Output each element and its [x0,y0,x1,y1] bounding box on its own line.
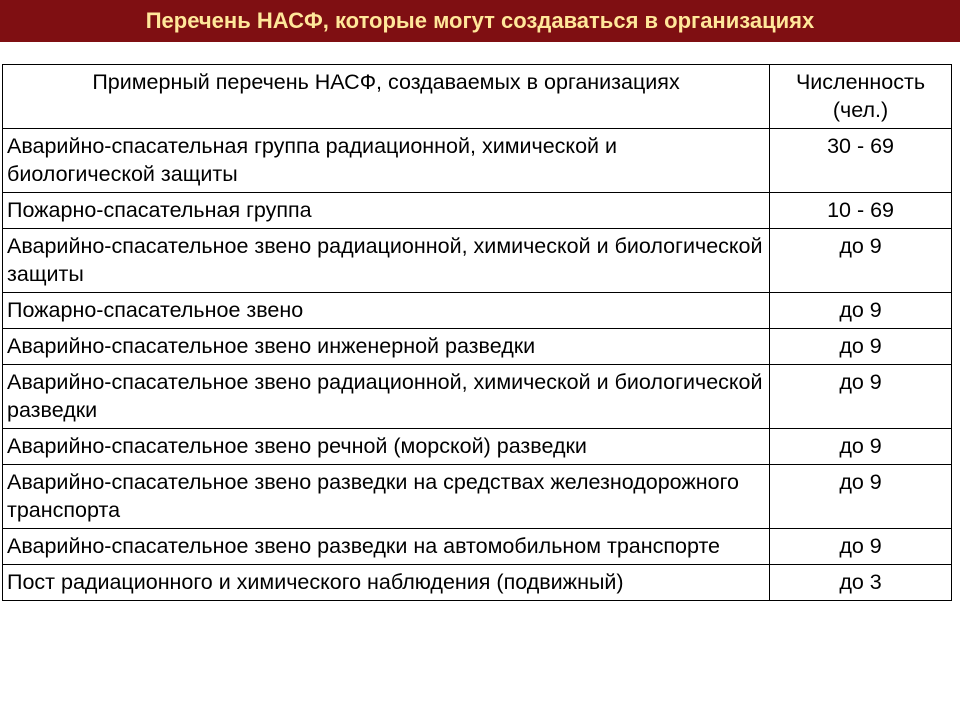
row-count: до 9 [770,529,952,565]
row-name: Аварийно-спасательное звено инженерной разведки [3,329,770,365]
row-name: Аварийно-спасательное звено радиационной, химической и биологической разведки [3,365,770,429]
row-count: до 9 [770,429,952,465]
table-row [3,465,952,529]
table-row [3,193,952,229]
row-name: Аварийно-спасательное звено разведки на средствах железнодорожного транспорта [3,465,770,529]
row-count: 30 - 69 [770,129,952,193]
row-name: Пост радиационного и химического наблюдения (подвижный) [3,565,770,601]
row-count: 10 - 69 [770,193,952,229]
row-name: Аварийно-спасательное звено радиационной, химической и биологической защиты [3,229,770,293]
row-name: Пожарно-спасательное звено [3,293,770,329]
row-name: Аварийно-спасательное звено разведки на автомобильном транспорте [3,529,770,565]
table-row [3,565,952,601]
row-count: до 9 [770,229,952,293]
nasf-table [2,64,952,601]
row-name: Аварийно-спасательная группа радиационной, химической и биологической защиты [3,129,770,193]
table-row [3,293,952,329]
row-name: Аварийно-спасательное звено речной (морской) разведки [3,429,770,465]
title-bar [0,0,960,42]
table-row [3,429,952,465]
table-row [3,229,952,293]
row-count: до 9 [770,329,952,365]
page-title: Перечень НАСФ, которые могут создаваться в организациях [145,8,815,33]
row-count: до 3 [770,565,952,601]
row-count: до 9 [770,365,952,429]
column-header-name: Примерный перечень НАСФ, создаваемых в организациях [3,65,770,129]
table-row [3,129,952,193]
table-row [3,529,952,565]
column-header-count: Численность (чел.) [770,65,952,129]
row-name: Пожарно-спасательная группа [3,193,770,229]
table-row [3,365,952,429]
table-row [3,329,952,365]
table-header-row [3,65,952,129]
row-count: до 9 [770,465,952,529]
row-count: до 9 [770,293,952,329]
